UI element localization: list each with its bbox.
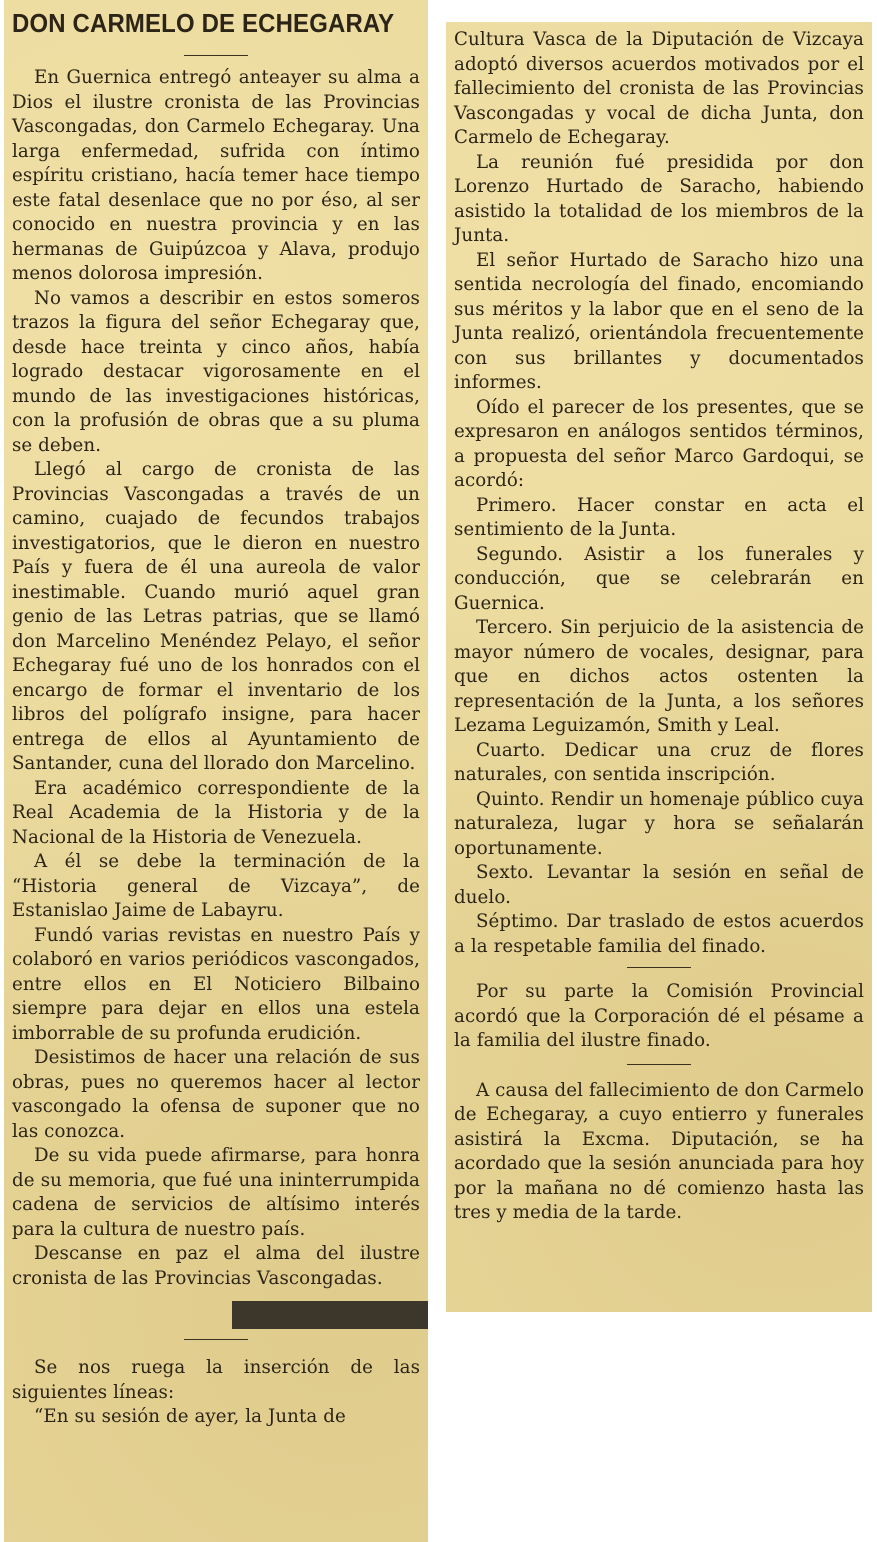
obituary-paragraph: De su vida puede afirmarse, para honra de su memoria, que fué una ininterrumpida cadena de servicios de altísimo interés para la cultura de nuestro país. [12,1145,420,1240]
agreement-item: Primero. Hacer constar en acta el sentimiento de la Junta. [454,494,864,540]
junta-paragraph: La reunión fué presidida por don Lorenzo Hurtado de Saracho, habiendo asistido la totalidad de los miembros de la Junta. [454,151,864,246]
obituary-paragraph: A él se debe la terminación de la “Historia general de Vizcaya”, de Estanislao Jaime de Labayru. [12,851,420,921]
agreement-item: Sexto. Levantar la sesión en señal de duelo. [454,862,864,908]
quoted-text-start: “En su sesión de ayer, la Junta de [34,1406,346,1427]
junta-paragraph: Oído el parecer de los presentes, que se expresaron en análogos sentidos términos, a propuesta del señor Marco Gardoqui, se acordó: [454,396,864,491]
obituary-paragraph: Desistimos de hacer una relación de sus obras, pues no queremos hacer al lector vascongado la ofensa de suponer que no las conozca. [12,1047,420,1142]
comision-paragraph: Por su parte la Comisión Provincial acordó que la Corporación dé el pésame a la familia del ilustre finado. [454,981,864,1051]
agreement-item: Séptimo. Dar traslado de estos acuerdos a la respetable familia del finado. [454,911,864,957]
headline-divider [184,55,248,56]
obituary-paragraph: No vamos a describir en estos someros trazos la figura del señor Echegaray que, desde hace treinta y cinco años, había logrado destacar vigorosamente en el mundo de las investigaciones históricas, con la profusión de obras que a su pluma se deben. [12,287,420,456]
obituary-paragraph: En Guernica entregó anteayer su alma a Dios el ilustre cronista de las Provincias Vascongadas, don Carmelo Echegaray. Una larga enfermedad, sufrida con íntimo espíritu cristiano, hacía temer hace tiempo este fatal desenlace que no por éso, al ser conocido en nuestra provincia y en las hermanas de Guipúzcoa y Alava, produjo menos dolorosa impresión. [12,67,420,284]
obituary-paragraph: Llegó al cargo de cronista de las Provincias Vascongadas a través de un camino, cuajado de fecundos trabajos investigatorios, que le dieron en nuestro País y fuera de él una aureola de valor inestimable. Cuando murió aquel gran genio de las Letras patrias, que se llamó don Marcelino Menéndez Pelayo, el señor Echegaray fué uno de los honrados con el encargo de formar el inventario de los libros del polígrafo insigne, para hacer entrega de ellos al Ayuntamiento de Santander, cuna del llorado don Marcelino. [12,459,420,774]
ink-bar-divider [232,1301,428,1329]
left-newspaper-column [4,0,428,1542]
section-divider [627,967,691,968]
agreement-item: Segundo. Asistir a los funerales y conducción, que se celebrarán en Guernica. [454,543,864,614]
obituary-paragraph: Fundó varias revistas en nuestro País y colaboró en varios periódicos vascongados, entre ellos en El Noticiero Bilbaino siempre para dejar en ellos una estela imborrable de su profunda erudición. [12,924,420,1044]
agreement-item: Cuarto. Dedicar una cruz de flores naturales, con sentida inscripción. [454,739,864,785]
right-newspaper-column [446,22,872,1312]
agreement-item: Quinto. Rendir un homenaje público cuya naturaleza, lugar y hora se señalarán oportunamente. [454,788,864,859]
obituary-paragraph: Era académico correspondiente de la Real Academia de la Historia y de la Nacional de la Historia de Venezuela. [12,777,420,848]
agreement-item: Tercero. Sin perjuicio de la asistencia de mayor número de vocales, designar, para que en dichos actos ostenten la representación de la Junta, a los señores Lezama Leguizamón, Smith y Leal. [454,617,864,736]
headline: DON CARMELO DE ECHEGARAY [12,8,395,38]
continued-paragraph: Cultura Vasca de la Diputación de Vizcaya adoptó diversos acuerdos motivados por el fallecimiento del cronista de las Provincias Vascongadas y vocal de dicha Junta, don Carmelo de Echegaray. [454,29,864,148]
insertion-intro: Se nos ruega la inserción de las siguientes líneas: [12,1357,420,1403]
section-divider [184,1339,248,1340]
obituary-paragraph: Descanse en paz el alma del ilustre cronista de las Provincias Vascongadas. [12,1243,420,1289]
section-divider [627,1064,691,1065]
diputacion-notice: A causa del fallecimiento de don Carmelo de Echegaray, a cuyo entierro y funerales asistirá la Excma. Diputación, se ha acordado que la sesión anunciada para hoy por la mañana no dé comienzo hasta las tres y media de la tarde. [454,1079,864,1223]
junta-paragraph: El señor Hurtado de Saracho hizo una sentida necrología del finado, encomiando sus méritos y la labor que en el seno de la Junta realizó, orientándola frecuentemente con sus brillantes y documentados informes. [454,249,864,393]
